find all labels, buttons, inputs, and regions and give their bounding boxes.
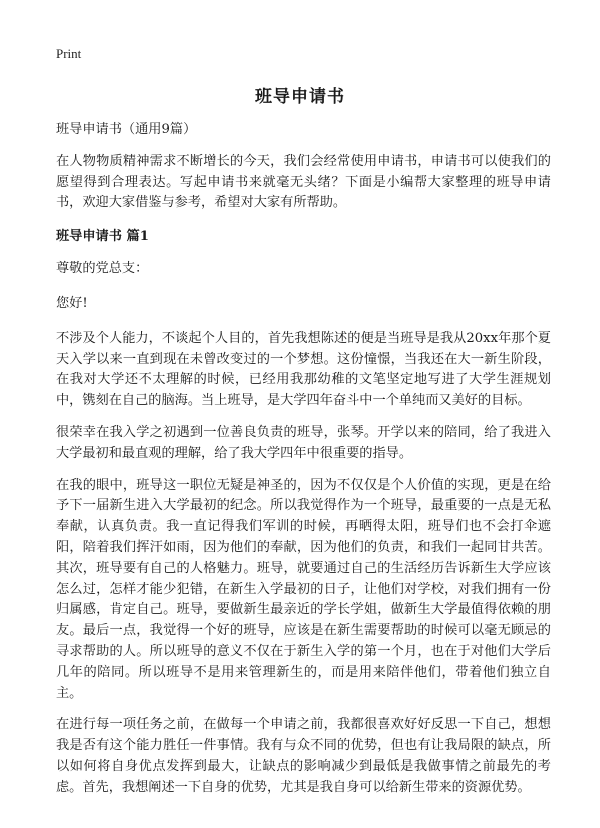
page-title: 班导申请书: [255, 87, 345, 107]
body-paragraph: 很荣幸在我入学之初遇到一位善良负责的班导，张琴。开学以来的陪同，给了我进入大学最初和最直观的理解，给了我大学四年中很重要的指导。: [56, 424, 551, 461]
body-paragraph: 不涉及个人能力，不谈起个人目的，首先我想陈述的便是当班导是我从20xx年那个夏天入学以来一直到现在未曾改变过的一个梦想。这份憧憬，当我还在大一新生阶段，在我对大学还不太理解的时候，已经用我那幼稚的文笔坚定地写进了大学生涯规划中，镌刻在自己的脑海。当上班导，是大学四年奋斗中一个单纯而又美好的目标。: [56, 330, 551, 409]
print-link[interactable]: Print: [56, 46, 82, 61]
greeting: 您好!: [56, 295, 88, 311]
document-body: [56, 120, 551, 810]
section-heading: 班导申请书 篇1: [56, 229, 149, 245]
body-paragraph: 在进行每一项任务之前，在做每一个申请之前，我都很喜欢好好反思一下自己，想想我是否有这个能力胜任一件事情。我有与众不同的优势，但也有让我局限的缺点，所以如何将自身优点发挥到最大，让缺点的影响减少到最低是我做事情之前最先的考虑。首先，我想阐述一下自身的优势，尤其是我自身可以给新生带来的资源优势。: [56, 717, 551, 795]
salutation: 尊敬的党总支：: [56, 261, 149, 277]
body-paragraph: 在我的眼中，班导这一职位无疑是神圣的，因为不仅仅是个人价值的实现，更是在给予下一届新生进入大学最初的纪念。所以我觉得作为一个班导，最重要的一点是无私奉献，认真负责。我一直记得我们军训的时候，再晒得太阳，班导们也不会打伞遮阳，陪着我们挥汗如雨，因为他们的奉献，因为他们的负责，和我们一起同甘共苦。其次，班导要有自己的人格魅力。班导，就要通过自己的生活经历告诉新生大学应该怎么过，怎样才能少犯错，在新生入学最初的日子，让他们对学校，对我们拥有一份归属感，肯定自己。班导，要做新生最亲近的学长学姐，做新生大学最值得依赖的朋友。最后一点，我觉得一个好的班导，应该是在新生需要帮助的时候可以毫无顾忌的寻求帮助的人。所以班导的意义不仅在于新生入学的第一个月，也在于对他们大学后几年的陪同。所以班导不是用来管理新生的，而是用来陪伴他们，带着他们独立自主。: [56, 477, 551, 701]
document-subtitle: 班导申请书（通用9篇）: [56, 122, 197, 137]
intro-paragraph: 在人物物质精神需求不断增长的今天，我们会经常使用申请书，申请书可以使我们的愿望得到合理表达。写起申请书来就毫无头绪？下面是小编帮大家整理的班导申请书，欢迎大家借鉴与参考，希望对大家有所帮助。: [56, 153, 551, 211]
